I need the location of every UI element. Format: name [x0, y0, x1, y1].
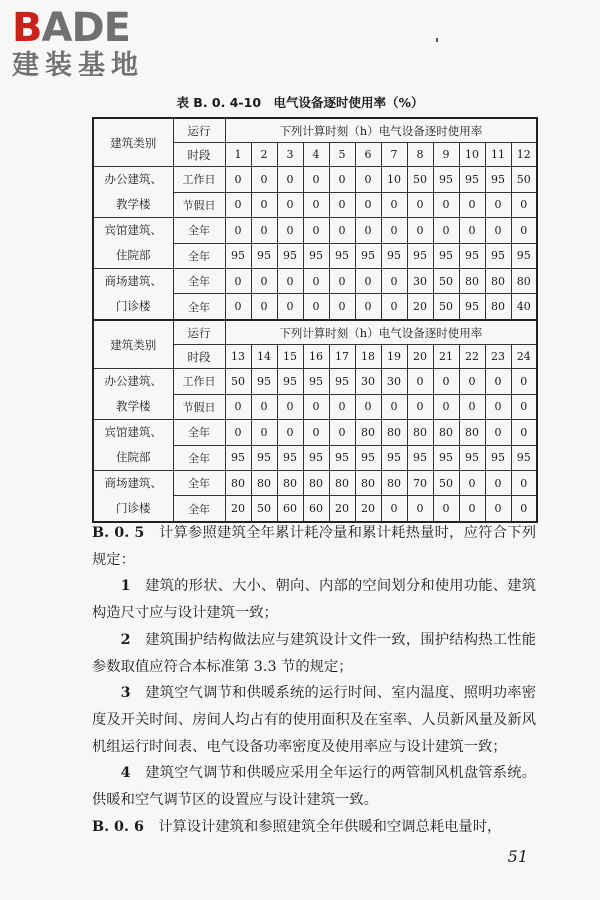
category-line: 办公建筑、 [104, 374, 162, 388]
value-cell: 95 [511, 445, 537, 471]
period-cell: 工作日 [173, 167, 225, 193]
value-cell: 0 [511, 394, 537, 420]
value-cell: 0 [511, 192, 537, 218]
value-cell: 0 [329, 420, 355, 446]
hour-cell: 24 [511, 345, 537, 369]
value-cell: 50 [433, 294, 459, 320]
value-cell: 0 [433, 192, 459, 218]
value-cell: 0 [407, 369, 433, 395]
value-cell: 0 [459, 218, 485, 244]
value-cell: 80 [407, 420, 433, 446]
logo-letters: ADE [41, 5, 130, 51]
value-cell: 95 [277, 369, 303, 395]
value-cell: 95 [225, 243, 251, 269]
value-cell: 20 [407, 294, 433, 320]
category-cell [93, 218, 173, 269]
item-text: 建筑围护结构做法应与建筑设计文件一致，围护结构热工性能参数取值应符合本标准第 3.3 节的规定； [92, 631, 537, 675]
hour-cell: 10 [459, 143, 485, 167]
value-cell: 0 [251, 269, 277, 294]
value-cell: 0 [459, 394, 485, 420]
table-caption: 表 B. 0. 4-10 电气设备逐时使用率（%） [176, 95, 424, 110]
hour-cell: 5 [329, 143, 355, 167]
clause-b05 [92, 520, 536, 573]
value-cell: 0 [277, 218, 303, 244]
category-line: 商场建筑、 [104, 476, 162, 490]
hour-cell: 3 [277, 143, 303, 167]
hour-cell: 17 [329, 345, 355, 369]
value-cell: 0 [277, 269, 303, 294]
hour-cell: 23 [485, 345, 511, 369]
body-text [92, 520, 536, 840]
category-line: 住院部 [116, 248, 151, 262]
value-cell: 30 [355, 369, 381, 395]
period-cell: 全年 [173, 218, 225, 244]
clause-text: 计算设计建筑和参照建筑全年供暖和空调总耗电量时， [158, 818, 502, 835]
value-cell: 0 [251, 420, 277, 446]
hour-cell: 4 [303, 143, 329, 167]
category-cell [93, 369, 173, 420]
value-cell: 50 [407, 167, 433, 193]
value-cell: 0 [251, 394, 277, 420]
hour-cell: 7 [381, 143, 407, 167]
category-line: 教学楼 [116, 399, 151, 413]
value-cell: 0 [381, 269, 407, 294]
table-row [93, 167, 537, 193]
hour-cell: 14 [251, 345, 277, 369]
value-cell: 0 [329, 167, 355, 193]
item-number: 3 [120, 685, 131, 702]
hour-cell: 6 [355, 143, 381, 167]
value-cell: 0 [277, 420, 303, 446]
value-cell: 20 [329, 496, 355, 522]
value-cell: 0 [277, 394, 303, 420]
value-cell: 50 [225, 369, 251, 395]
value-cell: 0 [303, 420, 329, 446]
value-cell: 0 [433, 218, 459, 244]
hour-cell: 1 [225, 143, 251, 167]
value-cell: 30 [381, 369, 407, 395]
value-cell: 0 [407, 394, 433, 420]
value-cell: 0 [225, 167, 251, 193]
value-cell: 95 [459, 294, 485, 320]
logo [12, 6, 182, 82]
value-cell: 0 [303, 218, 329, 244]
period-cell: 全年 [173, 243, 225, 269]
value-cell: 80 [511, 269, 537, 294]
clause-b06 [92, 814, 536, 841]
hour-cell: 21 [433, 345, 459, 369]
value-cell: 0 [511, 471, 537, 496]
category-line: 教学楼 [116, 197, 151, 211]
value-cell: 50 [511, 167, 537, 193]
value-cell: 30 [407, 269, 433, 294]
category-line: 商场建筑、 [104, 274, 162, 288]
period-cell: 全年 [173, 294, 225, 320]
value-cell: 0 [381, 394, 407, 420]
value-cell: 0 [511, 496, 537, 522]
category-line: 办公建筑、 [104, 172, 162, 186]
value-cell: 80 [459, 420, 485, 446]
value-cell: 0 [303, 294, 329, 320]
value-cell: 95 [433, 445, 459, 471]
table-row [93, 471, 537, 496]
value-cell: 0 [485, 394, 511, 420]
value-cell: 0 [355, 294, 381, 320]
value-cell: 95 [355, 243, 381, 269]
item-number: 2 [120, 631, 131, 648]
value-cell: 70 [407, 471, 433, 496]
value-cell: 0 [433, 369, 459, 395]
value-cell: 0 [225, 192, 251, 218]
clause-number: B. 0. 6 [92, 818, 144, 835]
value-cell: 95 [303, 243, 329, 269]
period-cell: 全年 [173, 471, 225, 496]
value-cell: 0 [225, 420, 251, 446]
value-cell: 0 [433, 496, 459, 522]
value-cell: 0 [381, 496, 407, 522]
value-cell: 0 [485, 496, 511, 522]
value-cell: 0 [251, 192, 277, 218]
value-cell: 95 [459, 243, 485, 269]
category-line: 门诊楼 [116, 501, 151, 515]
value-cell: 95 [329, 243, 355, 269]
hour-cell: 13 [225, 345, 251, 369]
clause-number: B. 0. 5 [92, 525, 145, 541]
table-row [93, 369, 537, 395]
value-cell: 95 [277, 445, 303, 471]
value-cell: 80 [485, 294, 511, 320]
value-cell: 80 [225, 471, 251, 496]
item-text: 建筑的形状、大小、朝向、内部的空间划分和使用功能、建筑构造尺寸应与设计建筑一致； [92, 578, 537, 622]
item-number: 1 [120, 578, 131, 595]
hour-cell: 22 [459, 345, 485, 369]
value-cell: 0 [485, 471, 511, 496]
category-line: 宾馆建筑、 [104, 223, 162, 237]
value-cell: 50 [251, 496, 277, 522]
value-cell: 0 [329, 269, 355, 294]
value-cell: 0 [511, 420, 537, 446]
value-cell: 0 [485, 192, 511, 218]
value-cell: 20 [355, 496, 381, 522]
value-cell: 80 [381, 420, 407, 446]
value-cell: 95 [381, 243, 407, 269]
value-cell: 80 [355, 471, 381, 496]
period-cell: 节假日 [173, 192, 225, 218]
value-cell: 80 [329, 471, 355, 496]
value-cell: 0 [381, 218, 407, 244]
item-4 [92, 760, 536, 813]
value-cell: 0 [459, 471, 485, 496]
page-number: 51 [507, 847, 528, 866]
value-cell: 0 [303, 167, 329, 193]
value-cell: 60 [303, 496, 329, 522]
value-cell: 95 [329, 445, 355, 471]
value-cell: 20 [225, 496, 251, 522]
value-cell: 80 [485, 269, 511, 294]
value-cell: 95 [407, 445, 433, 471]
category-cell [93, 269, 173, 321]
hour-cell: 18 [355, 345, 381, 369]
header-row [93, 320, 537, 345]
value-cell: 0 [277, 192, 303, 218]
hour-cell: 15 [277, 345, 303, 369]
value-cell: 0 [407, 496, 433, 522]
period-cell: 全年 [173, 269, 225, 294]
hour-cell: 20 [407, 345, 433, 369]
hour-cell: 8 [407, 143, 433, 167]
value-cell: 0 [485, 369, 511, 395]
value-cell: 0 [485, 420, 511, 446]
hour-cell: 12 [511, 143, 537, 167]
value-cell: 0 [225, 218, 251, 244]
item-1 [92, 573, 536, 626]
value-cell: 0 [407, 192, 433, 218]
item-text: 建筑空气调节和供暖应采用全年运行的两管制风机盘管系统。供暖和空气调节区的设置应与设计建筑一致。 [92, 765, 537, 809]
value-cell: 80 [303, 471, 329, 496]
value-cell: 0 [277, 294, 303, 320]
item-2 [92, 627, 536, 680]
value-cell: 80 [251, 471, 277, 496]
value-cell: 0 [329, 294, 355, 320]
value-cell: 0 [407, 218, 433, 244]
header-period: 运行 [173, 320, 225, 345]
period-cell: 全年 [173, 496, 225, 522]
value-cell: 95 [407, 243, 433, 269]
value-cell: 80 [433, 420, 459, 446]
value-cell: 80 [381, 471, 407, 496]
hour-cell: 9 [433, 143, 459, 167]
header-building: 建筑类别 [93, 320, 173, 369]
value-cell: 0 [459, 496, 485, 522]
item-3 [92, 680, 536, 760]
value-cell: 80 [459, 269, 485, 294]
scan-mark [436, 38, 438, 42]
logo-wordmark [12, 6, 182, 50]
value-cell: 95 [251, 369, 277, 395]
value-cell: 95 [433, 167, 459, 193]
value-cell: 0 [225, 394, 251, 420]
value-cell: 10 [381, 167, 407, 193]
value-cell: 95 [225, 445, 251, 471]
value-cell: 95 [355, 445, 381, 471]
value-cell: 0 [329, 218, 355, 244]
value-cell: 95 [433, 243, 459, 269]
value-cell: 0 [251, 294, 277, 320]
value-cell: 0 [355, 167, 381, 193]
logo-accent-letter: B [12, 5, 42, 51]
value-cell: 0 [485, 218, 511, 244]
value-cell: 0 [303, 394, 329, 420]
value-cell: 0 [277, 167, 303, 193]
value-cell: 0 [355, 269, 381, 294]
category-line: 宾馆建筑、 [104, 425, 162, 439]
value-cell: 0 [225, 294, 251, 320]
value-cell: 0 [459, 192, 485, 218]
hour-cell: 16 [303, 345, 329, 369]
logo-subtitle: 建装基地 [12, 50, 144, 81]
value-cell: 0 [433, 394, 459, 420]
value-cell: 50 [433, 471, 459, 496]
header-building: 建筑类别 [93, 118, 173, 167]
value-cell: 95 [485, 445, 511, 471]
hour-cell: 2 [251, 143, 277, 167]
value-cell: 95 [485, 167, 511, 193]
value-cell: 95 [329, 369, 355, 395]
value-cell: 0 [303, 269, 329, 294]
value-cell: 95 [459, 445, 485, 471]
header-hours: 下列计算时刻（h）电气设备逐时使用率 [225, 320, 537, 345]
category-line: 住院部 [116, 450, 151, 464]
header-row [93, 118, 537, 143]
value-cell: 95 [303, 445, 329, 471]
value-cell: 80 [277, 471, 303, 496]
period-cell: 全年 [173, 445, 225, 471]
header-period: 时段 [173, 345, 225, 369]
period-cell: 全年 [173, 420, 225, 446]
value-cell: 0 [355, 218, 381, 244]
value-cell: 60 [277, 496, 303, 522]
item-text: 建筑空气调节和供暖系统的运行时间、室内温度、照明功率密度及开关时间、房间人均占有的使用面积及在室率、人员新风量及新风机组运行时间表、电气设备功率密度及使用率应与设计建筑一致； [92, 685, 537, 755]
header-period: 运行 [173, 118, 225, 143]
value-cell: 0 [381, 192, 407, 218]
value-cell: 95 [459, 167, 485, 193]
value-cell: 0 [251, 167, 277, 193]
header-period: 时段 [173, 143, 225, 167]
value-cell: 0 [251, 218, 277, 244]
value-cell: 50 [433, 269, 459, 294]
period-cell: 工作日 [173, 369, 225, 395]
value-cell: 95 [485, 243, 511, 269]
category-cell [93, 471, 173, 523]
table-row [93, 269, 537, 294]
period-cell: 节假日 [173, 394, 225, 420]
value-cell: 0 [329, 394, 355, 420]
value-cell: 95 [303, 369, 329, 395]
category-cell [93, 167, 173, 218]
category-line: 门诊楼 [116, 299, 151, 313]
table-row [93, 218, 537, 244]
value-cell: 0 [225, 269, 251, 294]
hour-cell: 11 [485, 143, 511, 167]
value-cell: 0 [511, 369, 537, 395]
value-cell: 40 [511, 294, 537, 320]
value-cell: 0 [329, 192, 355, 218]
usage-rate-table [92, 117, 538, 523]
hour-cell: 19 [381, 345, 407, 369]
value-cell: 95 [511, 243, 537, 269]
value-cell: 0 [511, 218, 537, 244]
value-cell: 80 [355, 420, 381, 446]
value-cell: 0 [355, 192, 381, 218]
table-row [93, 420, 537, 446]
value-cell: 0 [303, 192, 329, 218]
value-cell: 95 [381, 445, 407, 471]
item-number: 4 [120, 765, 131, 782]
value-cell: 95 [277, 243, 303, 269]
value-cell: 0 [381, 294, 407, 320]
value-cell: 95 [251, 445, 277, 471]
value-cell: 0 [459, 369, 485, 395]
value-cell: 0 [355, 394, 381, 420]
header-hours: 下列计算时刻（h）电气设备逐时使用率 [225, 118, 537, 143]
clause-text: 计算参照建筑全年累计耗冷量和累计耗热量时，应符合下列规定： [92, 525, 537, 568]
value-cell: 95 [251, 243, 277, 269]
category-cell [93, 420, 173, 471]
